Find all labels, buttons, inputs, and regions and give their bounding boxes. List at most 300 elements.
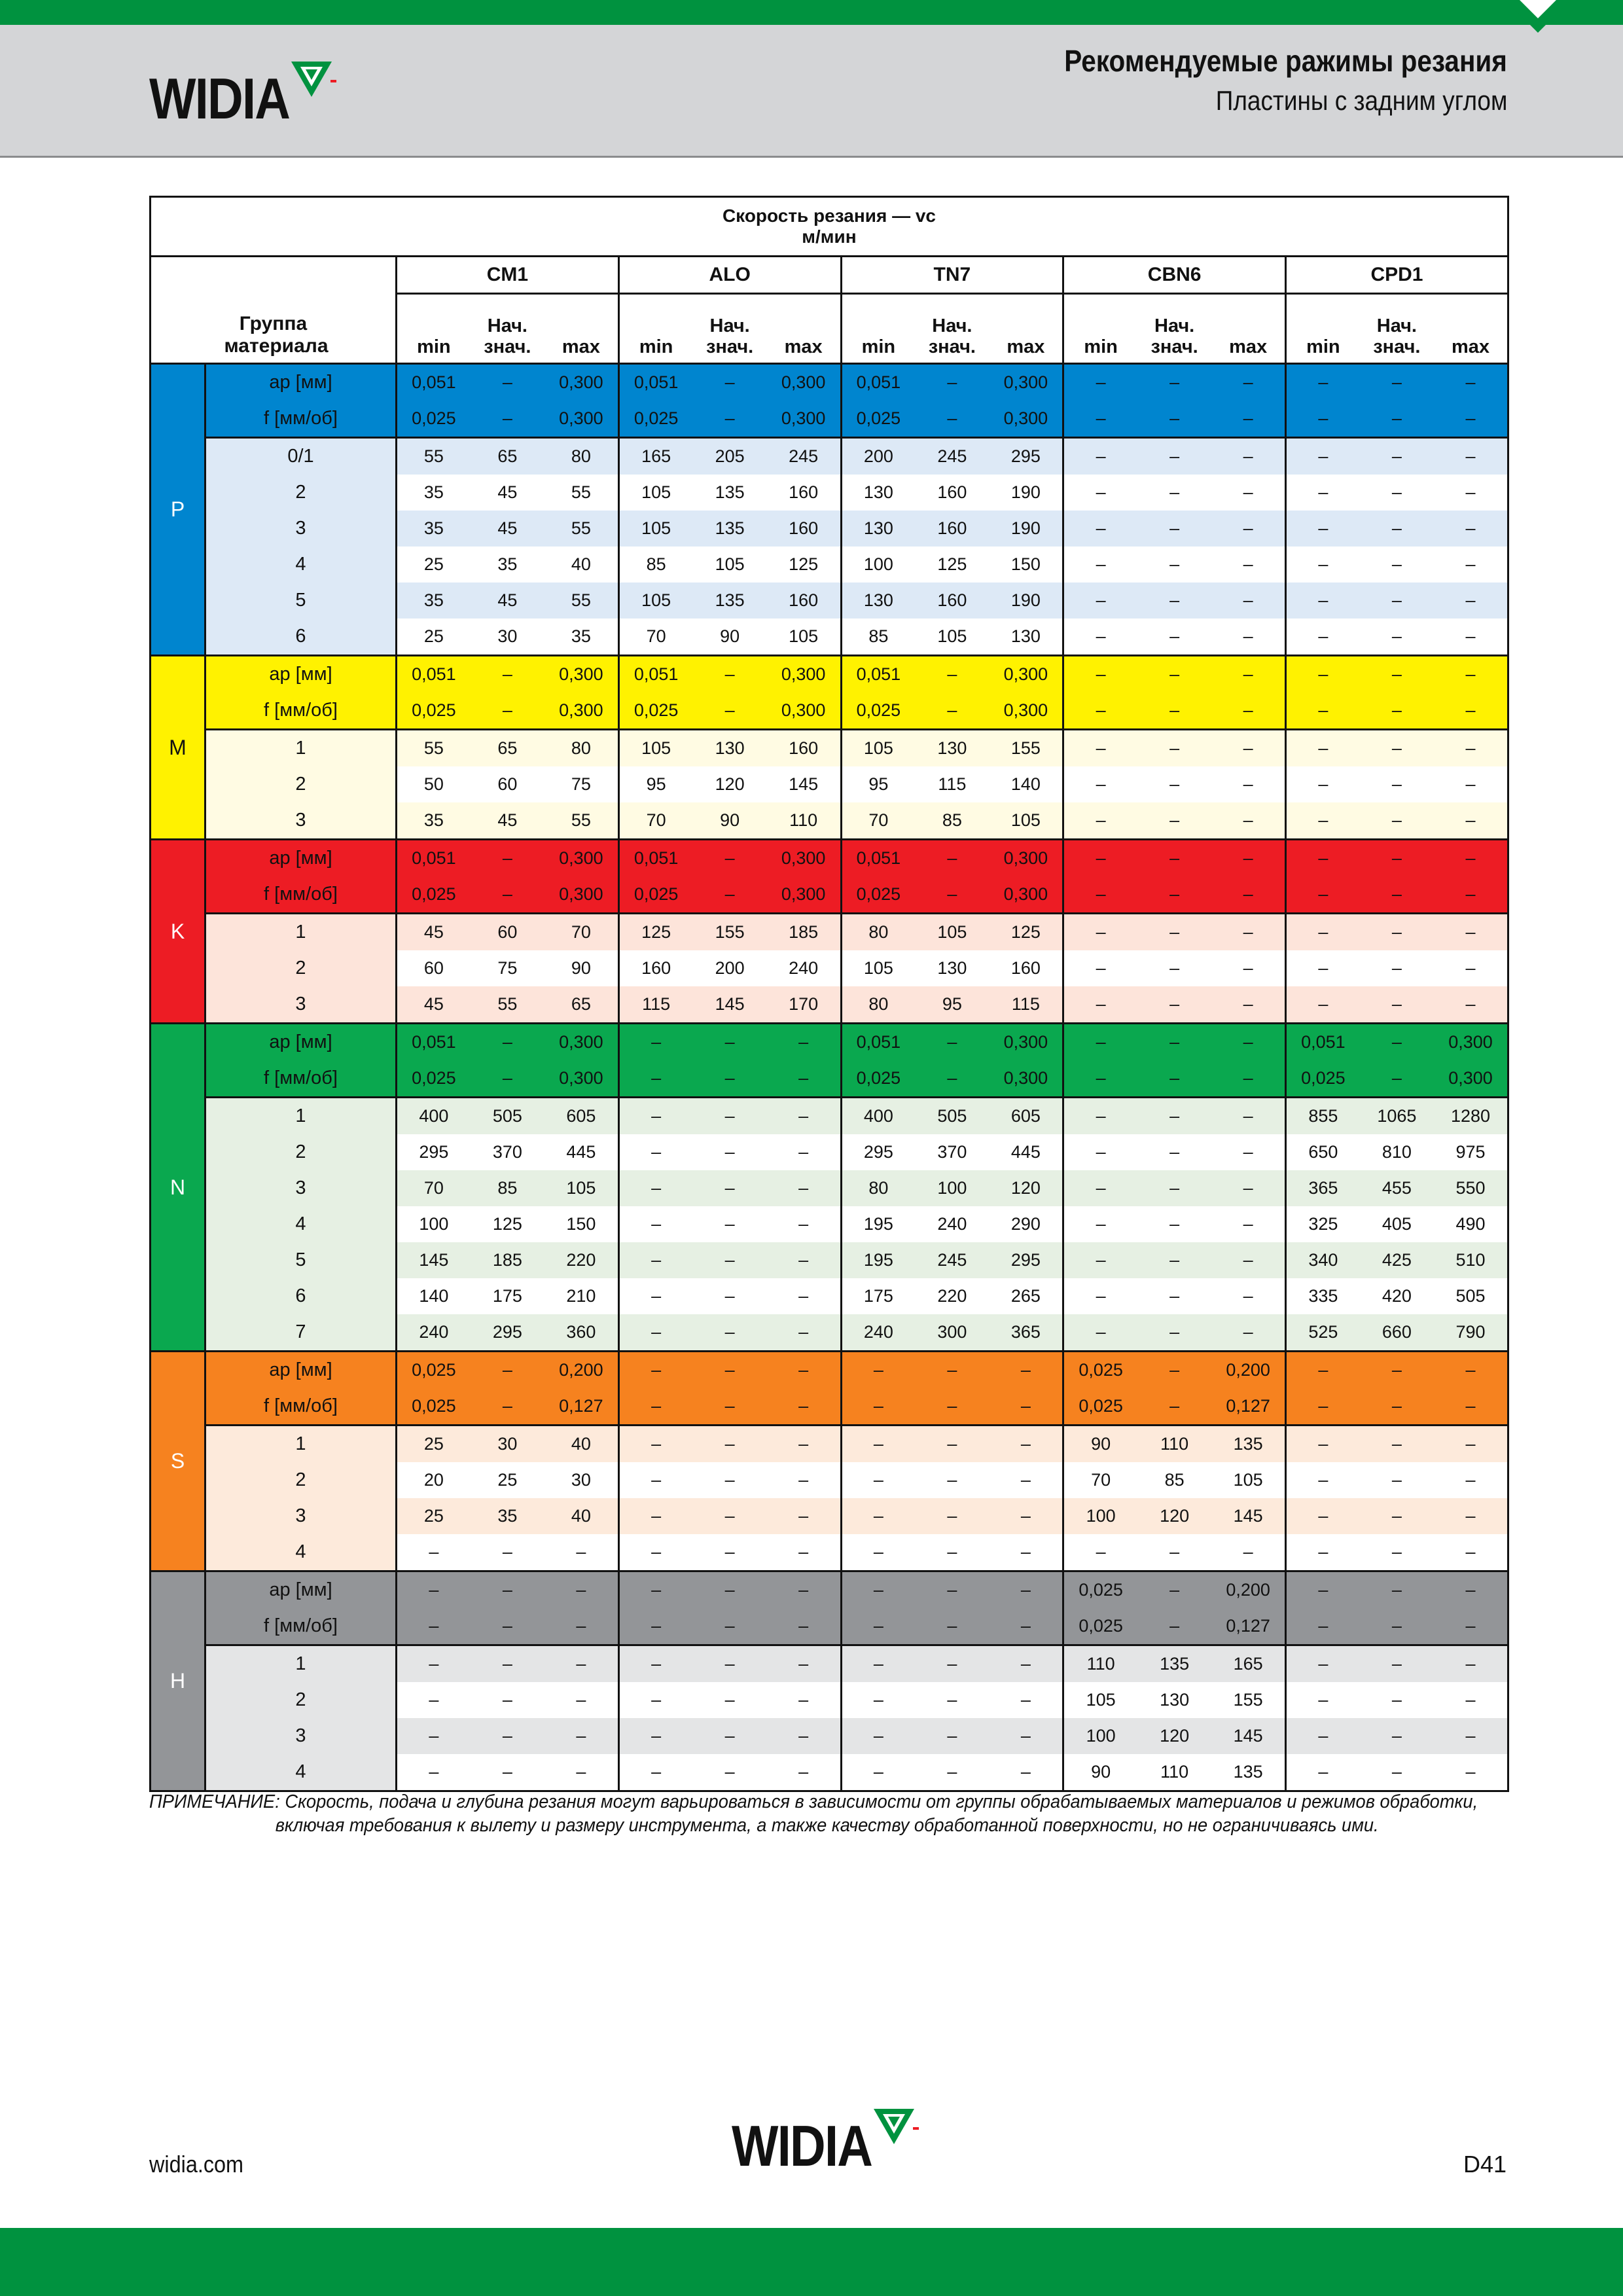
value-cell: –	[1063, 1060, 1137, 1098]
value-cell: –	[915, 364, 989, 401]
value-cell: –	[1063, 583, 1137, 619]
value-cell: 265	[990, 1278, 1063, 1314]
value-cell: 80	[841, 986, 915, 1024]
value-cell: –	[915, 1388, 989, 1426]
value-cell: –	[471, 401, 544, 438]
value-cell: –	[1211, 876, 1285, 914]
value-cell: 105	[693, 547, 767, 583]
value-cell: –	[618, 1134, 692, 1170]
value-cell: –	[1286, 692, 1360, 730]
value-cell: –	[767, 1426, 841, 1463]
value-cell: –	[990, 1718, 1063, 1754]
value-cell: –	[1063, 914, 1137, 951]
table-row	[151, 1682, 1508, 1718]
value-cell: –	[841, 1571, 915, 1609]
value-cell: 0,051	[841, 840, 915, 877]
value-cell: –	[1434, 511, 1508, 547]
material-group-s: S	[151, 1352, 205, 1571]
value-cell: –	[1063, 1170, 1137, 1206]
value-cell: –	[1063, 1534, 1137, 1571]
sub-header-max: max	[562, 336, 600, 357]
value-cell: –	[767, 1388, 841, 1426]
value-cell: 0,051	[397, 364, 471, 401]
value-cell: –	[1286, 1426, 1360, 1463]
value-cell: 125	[767, 547, 841, 583]
value-cell: 30	[471, 619, 544, 656]
value-cell: –	[1211, 1206, 1285, 1242]
value-cell: 25	[397, 547, 471, 583]
value-cell: 65	[544, 986, 618, 1024]
value-cell: –	[1211, 438, 1285, 475]
value-cell: 455	[1360, 1170, 1434, 1206]
value-cell: –	[990, 1498, 1063, 1534]
value-cell: –	[693, 1682, 767, 1718]
value-cell: 110	[1137, 1426, 1211, 1463]
value-cell: –	[990, 1645, 1063, 1683]
value-cell: 90	[693, 802, 767, 840]
value-cell: 130	[841, 475, 915, 511]
value-cell: 0,300	[767, 840, 841, 877]
value-cell: 340	[1286, 1242, 1360, 1278]
value-cell: –	[1286, 547, 1360, 583]
value-cell: –	[693, 1498, 767, 1534]
value-cell: –	[915, 1060, 989, 1098]
parameter-row	[151, 1024, 1508, 1061]
cutting-speed-table	[149, 196, 1509, 1792]
value-cell: 0,127	[1211, 1608, 1285, 1645]
value-cell: 140	[990, 766, 1063, 802]
value-cell: –	[1360, 840, 1434, 877]
value-cell: –	[471, 1754, 544, 1791]
value-cell: 0,051	[397, 656, 471, 693]
parameter-label: ap [мм]	[205, 656, 397, 693]
value-cell: –	[1063, 766, 1137, 802]
value-cell: 40	[544, 1426, 618, 1463]
value-cell: –	[1434, 1718, 1508, 1754]
value-cell: –	[1286, 1352, 1360, 1389]
value-cell: 55	[544, 583, 618, 619]
value-cell: –	[1211, 1024, 1285, 1061]
value-cell: 405	[1360, 1206, 1434, 1242]
value-cell: 240	[767, 950, 841, 986]
value-cell: –	[1360, 730, 1434, 767]
value-cell: –	[1360, 802, 1434, 840]
value-cell: –	[693, 1534, 767, 1571]
value-cell: 370	[471, 1134, 544, 1170]
value-cell: –	[1360, 1388, 1434, 1426]
value-cell: –	[1063, 547, 1137, 583]
value-cell: –	[1211, 730, 1285, 767]
footer-url-link[interactable]: widia.com	[149, 2151, 244, 2178]
value-cell: –	[1137, 438, 1211, 475]
value-cell: –	[841, 1534, 915, 1571]
value-cell: –	[693, 401, 767, 438]
value-cell: –	[1286, 619, 1360, 656]
value-cell: 35	[397, 475, 471, 511]
value-cell: –	[1434, 730, 1508, 767]
value-cell: –	[1211, 1134, 1285, 1170]
value-cell: 185	[471, 1242, 544, 1278]
value-cell: 0,025	[618, 876, 692, 914]
value-cell: 105	[618, 511, 692, 547]
value-cell: –	[1360, 401, 1434, 438]
value-cell: 220	[544, 1242, 618, 1278]
value-cell: –	[1211, 656, 1285, 693]
value-cell: 0,300	[544, 1024, 618, 1061]
value-cell: –	[841, 1645, 915, 1683]
value-cell: –	[1211, 1278, 1285, 1314]
value-cell: –	[1434, 364, 1508, 401]
value-cell: –	[1286, 438, 1360, 475]
value-cell: –	[618, 1170, 692, 1206]
value-cell: 85	[618, 547, 692, 583]
table-row	[151, 547, 1508, 583]
value-cell: –	[1137, 986, 1211, 1024]
value-cell: 145	[397, 1242, 471, 1278]
subgroup-label: 5	[205, 583, 397, 619]
table-body	[151, 364, 1508, 1791]
value-cell: –	[1434, 914, 1508, 951]
subgroup-label: 7	[205, 1314, 397, 1352]
value-cell: –	[693, 1098, 767, 1135]
value-cell: 0,051	[397, 840, 471, 877]
value-cell: 0,300	[1434, 1024, 1508, 1061]
value-cell: –	[1211, 914, 1285, 951]
value-cell: –	[767, 1206, 841, 1242]
value-cell: –	[1360, 1754, 1434, 1791]
subgroup-label: 5	[205, 1242, 397, 1278]
value-cell: 0,300	[767, 364, 841, 401]
value-cell: –	[841, 1608, 915, 1645]
value-cell: –	[1063, 475, 1137, 511]
value-cell: –	[1286, 511, 1360, 547]
table-row	[151, 475, 1508, 511]
value-cell: –	[1137, 1170, 1211, 1206]
value-cell: 160	[767, 511, 841, 547]
subgroup-label: 2	[205, 1682, 397, 1718]
value-cell: –	[1211, 547, 1285, 583]
value-cell: –	[1286, 1498, 1360, 1534]
value-cell: –	[1211, 619, 1285, 656]
parameter-label: f [мм/об]	[205, 692, 397, 730]
value-cell: 0,300	[544, 876, 618, 914]
value-cell: –	[618, 1682, 692, 1718]
value-cell: 55	[544, 511, 618, 547]
value-cell: –	[1434, 1534, 1508, 1571]
value-cell: 0,025	[841, 692, 915, 730]
footnote-line-1: ПРИМЕЧАНИЕ: Скорость, подача и глубина резания могут варьироваться в зависимости от группы обрабатываемых материалов и режимов обработки,	[149, 1791, 1478, 1812]
value-cell: 85	[915, 802, 989, 840]
sub-header-min: min	[1286, 294, 1360, 364]
subgroup-label: 0/1	[205, 438, 397, 475]
value-cell: 115	[618, 986, 692, 1024]
value-cell: 130	[1137, 1682, 1211, 1718]
parameter-row	[151, 1571, 1508, 1609]
value-cell: –	[1211, 766, 1285, 802]
value-cell: –	[1360, 876, 1434, 914]
value-cell: –	[544, 1534, 618, 1571]
value-cell: –	[1360, 475, 1434, 511]
value-cell: 0,300	[990, 1024, 1063, 1061]
value-cell: 165	[618, 438, 692, 475]
value-cell: 105	[618, 730, 692, 767]
value-cell: 365	[990, 1314, 1063, 1352]
value-cell: –	[1360, 1682, 1434, 1718]
value-cell: –	[915, 1571, 989, 1609]
value-cell: –	[1434, 619, 1508, 656]
value-cell: 295	[397, 1134, 471, 1170]
value-cell: 120	[990, 1170, 1063, 1206]
value-cell: –	[915, 1426, 989, 1463]
value-cell: 0,300	[767, 692, 841, 730]
value-cell: 0,127	[544, 1388, 618, 1426]
value-cell: 365	[1286, 1170, 1360, 1206]
value-cell: –	[1137, 1571, 1211, 1609]
material-group-m: M	[151, 656, 205, 840]
value-cell: 75	[471, 950, 544, 986]
value-cell: –	[841, 1754, 915, 1791]
value-cell: 1065	[1360, 1098, 1434, 1135]
value-cell: –	[693, 1024, 767, 1061]
value-cell: 0,127	[1211, 1388, 1285, 1426]
value-cell: –	[618, 1024, 692, 1061]
parameter-row	[151, 656, 1508, 693]
value-cell: –	[693, 876, 767, 914]
value-cell: 0,300	[990, 656, 1063, 693]
subgroup-label: 3	[205, 511, 397, 547]
subgroup-label: 2	[205, 1462, 397, 1498]
subgroup-label: 6	[205, 619, 397, 656]
value-cell: –	[1434, 1608, 1508, 1645]
value-cell: 100	[841, 547, 915, 583]
value-cell: –	[990, 1534, 1063, 1571]
value-cell: –	[1137, 1206, 1211, 1242]
value-cell: –	[471, 1352, 544, 1389]
value-cell: 195	[841, 1206, 915, 1242]
value-cell: –	[397, 1718, 471, 1754]
parameter-label: ap [мм]	[205, 1352, 397, 1389]
value-cell: –	[618, 1718, 692, 1754]
value-cell: 125	[915, 547, 989, 583]
value-cell: –	[471, 1718, 544, 1754]
value-cell: 510	[1434, 1242, 1508, 1278]
footnote	[149, 1790, 1510, 1837]
value-cell: –	[1434, 986, 1508, 1024]
value-cell: –	[1063, 730, 1137, 767]
value-cell: 505	[1434, 1278, 1508, 1314]
value-cell: 110	[1063, 1645, 1137, 1683]
value-cell: –	[1360, 914, 1434, 951]
sub-header-start: Нач. знач.	[706, 315, 754, 357]
material-group-h: H	[151, 1571, 205, 1791]
value-cell: 105	[841, 730, 915, 767]
value-cell: 160	[767, 730, 841, 767]
value-cell: 35	[544, 619, 618, 656]
value-cell: –	[471, 876, 544, 914]
value-cell: –	[618, 1242, 692, 1278]
value-cell: 55	[397, 438, 471, 475]
value-cell: –	[1063, 840, 1137, 877]
value-cell: –	[767, 1024, 841, 1061]
value-cell: –	[397, 1608, 471, 1645]
value-cell: 155	[990, 730, 1063, 767]
value-cell: –	[767, 1534, 841, 1571]
value-cell: 90	[693, 619, 767, 656]
value-cell: –	[1063, 1024, 1137, 1061]
speed-title-text: Скорость резания — vc	[722, 206, 936, 226]
value-cell: –	[1211, 1060, 1285, 1098]
value-cell: –	[915, 1024, 989, 1061]
value-cell: 25	[397, 619, 471, 656]
value-cell: 220	[915, 1278, 989, 1314]
subgroup-label: 1	[205, 1645, 397, 1683]
value-cell: 105	[767, 619, 841, 656]
table-row	[151, 1206, 1508, 1242]
value-cell: 35	[471, 1498, 544, 1534]
value-cell: 0,025	[1063, 1571, 1137, 1609]
value-cell: 105	[618, 475, 692, 511]
value-cell: 50	[397, 766, 471, 802]
value-cell: –	[1211, 986, 1285, 1024]
parameter-label: ap [мм]	[205, 364, 397, 401]
value-cell: –	[1137, 1314, 1211, 1352]
value-cell: –	[471, 1571, 544, 1609]
value-cell: –	[618, 1060, 692, 1098]
value-cell: –	[767, 1278, 841, 1314]
value-cell: 425	[1360, 1242, 1434, 1278]
value-cell: 70	[841, 802, 915, 840]
sub-header-start: Нач. знач.	[1373, 315, 1421, 357]
value-cell: –	[1286, 802, 1360, 840]
widia-triangle-icon	[290, 60, 338, 99]
value-cell: –	[1434, 1682, 1508, 1718]
value-cell: 100	[1063, 1718, 1137, 1754]
value-cell: 80	[841, 1170, 915, 1206]
value-cell: –	[1360, 656, 1434, 693]
subgroup-label: 4	[205, 1754, 397, 1791]
value-cell: 0,300	[990, 840, 1063, 877]
value-cell: –	[1286, 1608, 1360, 1645]
value-cell: 80	[544, 730, 618, 767]
value-cell: 145	[767, 766, 841, 802]
value-cell: 105	[915, 619, 989, 656]
value-cell: –	[1063, 692, 1137, 730]
value-cell: 25	[397, 1498, 471, 1534]
value-cell: 335	[1286, 1278, 1360, 1314]
value-cell: 170	[767, 986, 841, 1024]
value-cell: –	[1137, 840, 1211, 877]
value-cell: –	[471, 1645, 544, 1683]
value-cell: 0,300	[990, 364, 1063, 401]
value-cell: –	[1286, 656, 1360, 693]
page-number: D41	[1463, 2151, 1507, 2178]
parameter-label: f [мм/об]	[205, 876, 397, 914]
material-group-header	[151, 257, 397, 364]
value-cell: 190	[990, 511, 1063, 547]
value-cell: –	[1434, 475, 1508, 511]
parameter-row	[151, 692, 1508, 730]
value-cell: 0,025	[1063, 1352, 1137, 1389]
value-cell: 0,300	[990, 1060, 1063, 1098]
value-cell: –	[693, 1352, 767, 1389]
value-cell: 0,200	[1211, 1352, 1285, 1389]
value-cell: –	[618, 1608, 692, 1645]
value-cell: 0,051	[1286, 1024, 1360, 1061]
value-cell: 0,300	[990, 692, 1063, 730]
value-cell: 525	[1286, 1314, 1360, 1352]
value-cell: –	[1063, 1206, 1137, 1242]
value-cell: 85	[841, 619, 915, 656]
speed-unit-text: м/мин	[802, 226, 857, 247]
value-cell: 0,025	[397, 401, 471, 438]
value-cell: –	[618, 1314, 692, 1352]
corner-chevron-icon	[1505, 0, 1571, 52]
value-cell: 145	[1211, 1718, 1285, 1754]
sub-header-start: Нач. знач.	[484, 315, 531, 357]
value-cell: –	[1360, 438, 1434, 475]
speed-title	[151, 197, 1508, 257]
value-cell: 135	[693, 511, 767, 547]
value-cell: –	[544, 1718, 618, 1754]
value-cell: –	[471, 1060, 544, 1098]
value-cell: –	[1137, 401, 1211, 438]
value-cell: –	[1063, 876, 1137, 914]
value-cell: –	[693, 1571, 767, 1609]
value-cell: 100	[397, 1206, 471, 1242]
value-cell: 295	[841, 1134, 915, 1170]
value-cell: 90	[1063, 1426, 1137, 1463]
value-cell: 60	[397, 950, 471, 986]
value-cell: 70	[618, 802, 692, 840]
value-cell: –	[1063, 1134, 1137, 1170]
value-cell: –	[1137, 1060, 1211, 1098]
value-cell: –	[915, 401, 989, 438]
value-cell: 0,051	[841, 656, 915, 693]
value-cell: 185	[767, 914, 841, 951]
table-row	[151, 766, 1508, 802]
value-cell: 85	[471, 1170, 544, 1206]
value-cell: –	[1286, 950, 1360, 986]
value-cell: –	[1137, 1608, 1211, 1645]
table-row	[151, 950, 1508, 986]
value-cell: 0,200	[1211, 1571, 1285, 1609]
value-cell: –	[1211, 840, 1285, 877]
value-cell: 0,025	[841, 1060, 915, 1098]
value-cell: –	[618, 1498, 692, 1534]
value-cell: –	[1360, 1024, 1434, 1061]
value-cell: 370	[915, 1134, 989, 1170]
value-cell: –	[767, 1242, 841, 1278]
value-cell: 195	[841, 1242, 915, 1278]
value-cell: 0,025	[397, 1388, 471, 1426]
value-cell: –	[1360, 547, 1434, 583]
value-cell: –	[1063, 401, 1137, 438]
value-cell: –	[1137, 876, 1211, 914]
value-cell: 115	[990, 986, 1063, 1024]
value-cell: –	[915, 840, 989, 877]
parameter-label: f [мм/об]	[205, 1388, 397, 1426]
value-cell: –	[767, 1060, 841, 1098]
value-cell: 0,025	[397, 1352, 471, 1389]
value-cell: 0,300	[544, 401, 618, 438]
value-cell: –	[544, 1608, 618, 1645]
value-cell: 60	[471, 766, 544, 802]
parameter-label: f [мм/об]	[205, 1608, 397, 1645]
grade-header-cm1: CM1	[397, 257, 619, 294]
value-cell: 0,051	[618, 656, 692, 693]
value-cell: 505	[471, 1098, 544, 1135]
value-cell: –	[1211, 1314, 1285, 1352]
